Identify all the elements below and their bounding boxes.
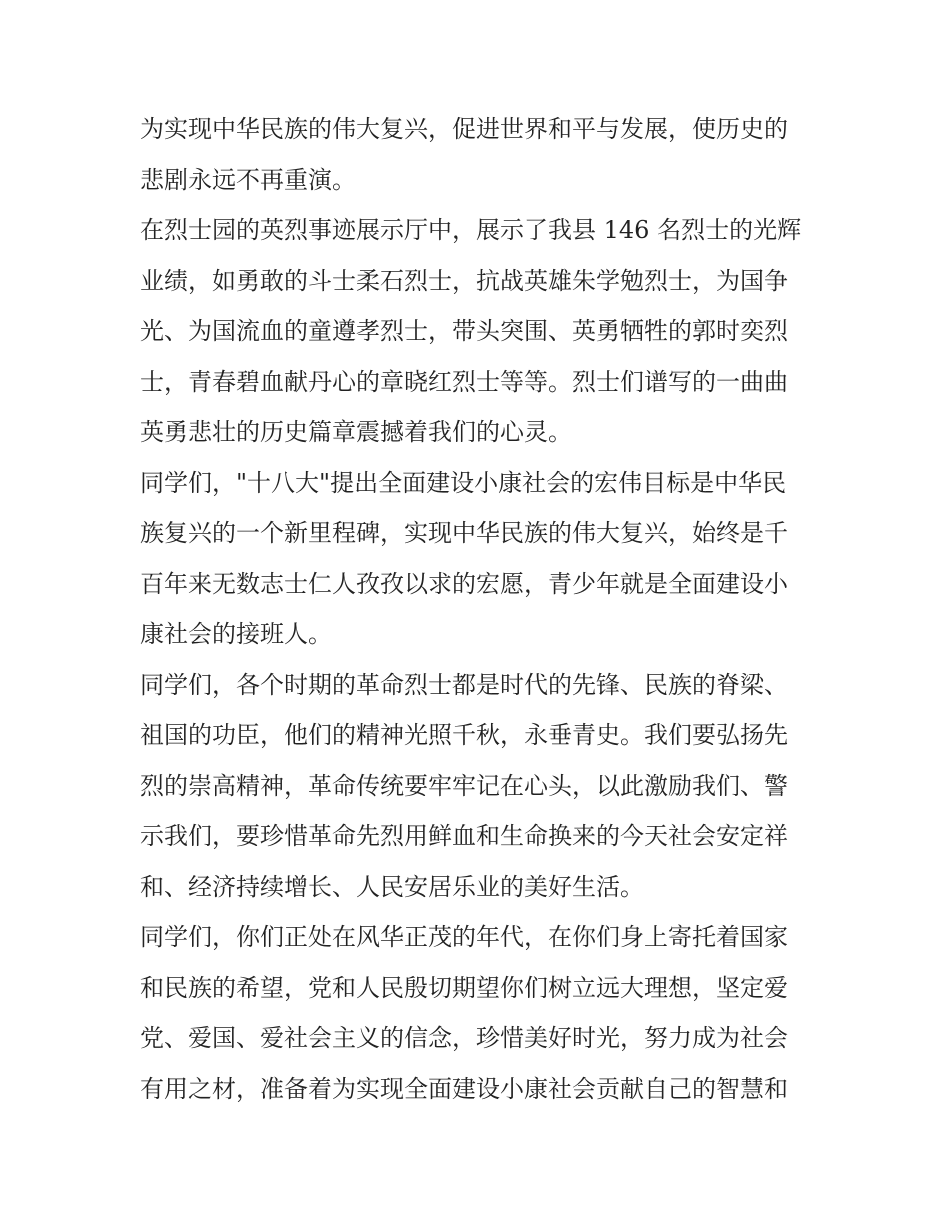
text-line: 烈的崇高精神，革命传统要牢牢记在心头，以此激励我们、警 [140, 771, 788, 800]
text-line: 示我们，要珍惜革命先烈用鲜血和生命换来的今天社会安定祥 [140, 822, 788, 850]
text-line: 党、爱国、爱社会主义的信念，珍惜美好时光，努力成为社会 [140, 1024, 788, 1052]
document-body [140, 104, 820, 1114]
text-line: 同学们，"十八大"提出全面建设小康社会的宏伟目标是中华民 [140, 468, 787, 497]
text-line: 士，青春碧血献丹心的章晓红烈士等等。烈士们谱写的一曲曲 [140, 367, 788, 396]
text-line: 光、为国流血的童遵孝烈士，带头突围、英勇牺牲的郭时奕烈 [140, 317, 788, 345]
text-line: 百年来无数志士仁人孜孜以求的宏愿，青少年就是全面建设小 [140, 569, 788, 598]
text-line: 族复兴的一个新里程碑，实现中华民族的伟大复兴，始终是千 [140, 519, 788, 547]
text-line: 在烈士园的英烈事迹展示厅中，展示了我县 146 名烈士的光辉 [140, 216, 802, 244]
text-line: 业绩，如勇敢的斗士柔石烈士，抗战英雄朱学勉烈士，为国争 [140, 266, 788, 295]
text-line: 和、经济持续增长、人民安居乐业的美好生活。 [140, 872, 644, 901]
text-line: 和民族的希望，党和人民殷切期望你们树立远大理想，坚定爱 [140, 973, 788, 1002]
text-line: 祖国的功臣，他们的精神光照千秋，永垂青史。我们要弘扬先 [140, 721, 788, 749]
text-line: 同学们，你们正处在风华正茂的年代，在你们身上寄托着国家 [140, 923, 788, 951]
text-line: 英勇悲壮的历史篇章震撼着我们的心灵。 [140, 418, 572, 446]
text-line: 有用之材，准备着为实现全面建设小康社会贡献自己的智慧和 [140, 1074, 788, 1103]
text-line: 悲剧永远不再重演。 [140, 165, 356, 194]
text-line: 为实现中华民族的伟大复兴，促进世界和平与发展，使历史的 [140, 115, 788, 143]
text-line: 同学们，各个时期的革命烈士都是时代的先锋、民族的脊梁、 [140, 670, 788, 699]
text-line: 康社会的接班人。 [140, 620, 332, 648]
